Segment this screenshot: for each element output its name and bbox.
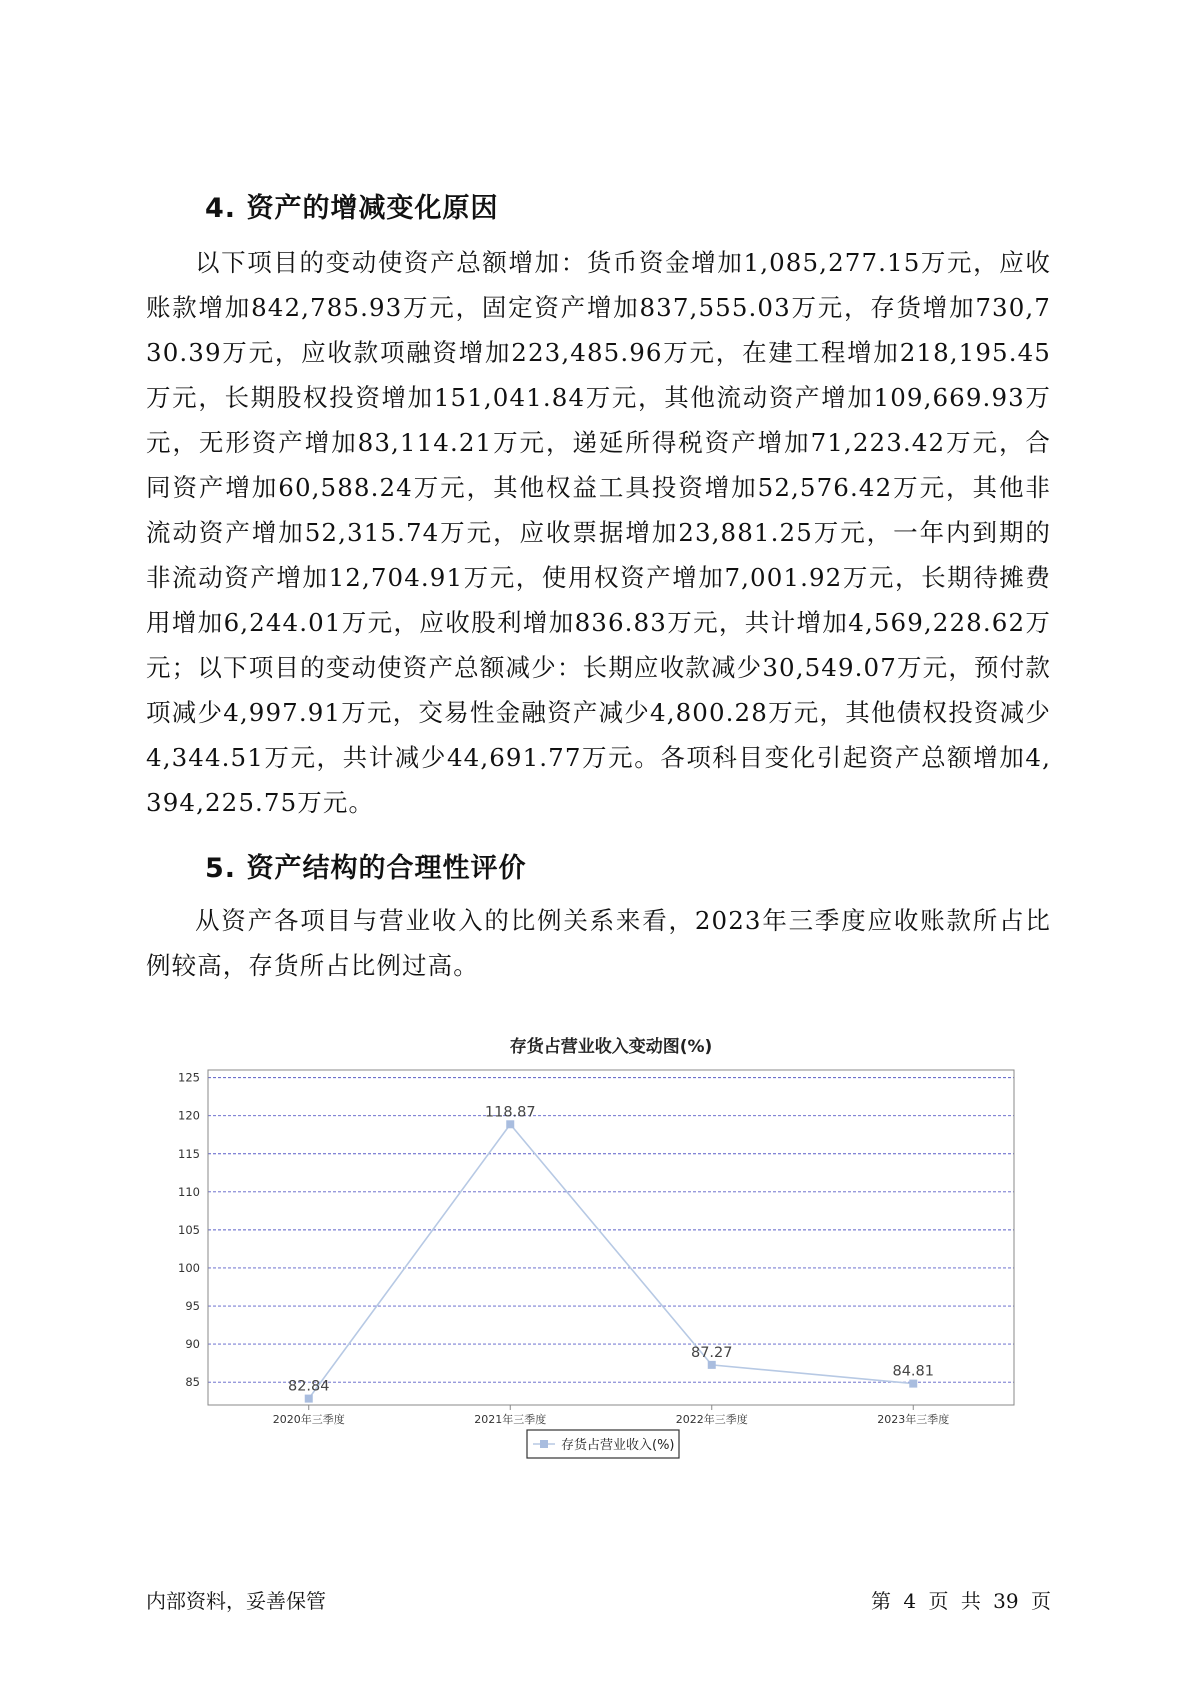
y-tick-label: 85 (185, 1375, 200, 1390)
section-heading-asset-change: 4. 资产的增减变化原因 (205, 193, 499, 224)
data-point (909, 1380, 917, 1388)
data-label: 118.87 (484, 1104, 536, 1121)
plot-frame (208, 1070, 1014, 1405)
legend-entry: 存货占营业收入(%) (561, 1438, 675, 1453)
y-tick-label: 110 (178, 1184, 200, 1199)
y-tick-label: 125 (178, 1070, 200, 1085)
data-label: 84.81 (892, 1363, 935, 1380)
y-tick-label: 105 (178, 1222, 200, 1237)
paragraph-asset-change: 以下项目的变动使资产总额增加：货币资金增加1,085,277.15万元，应收账款增加842,785.93万元，固定资产增加837,555.03万元，存货增加730,730.39万元，应收款项融资增加223,485.96万元，在建工程增加218,195.45万元，长期股权投资增加151,041.84万元，其他流动资产增加109,669.93万元，无形资产增加83,114.21万元，递延所得税资产增加71,223.42万元，合同资产增加60,588.24万元，其他权益工具投资增加52,576.42万元，其他非流动资产增加52,315.74万元，应收票据增加23,881.25万元，一年内到期的非流动资产增加12,704.91万元，使用权资产增加7,001.92万元，长期待摊费用增加6,244.01万元，应收股利增加836.83万元，共计增加4,569,228.62万元；以下项目的变动使资产总额减少：长期应收款减少30,549.07万元，预付款项减少4,997.91万元，交易性金融资产减少4,800.28万元，其他债权投资减少4,344.51万元，共计减少44,691.77万元。各项科目变化引起资产总额增加4,394,225.75万元。 (146, 248, 1051, 817)
y-tick-label: 95 (185, 1299, 200, 1314)
y-tick-label: 120 (178, 1108, 200, 1123)
chart-title: 存货占营业收入变动图(%) (509, 1037, 713, 1057)
data-point (708, 1361, 716, 1369)
y-tick-label: 90 (185, 1337, 200, 1352)
section-heading-asset-structure: 5. 资产结构的合理性评价 (205, 853, 527, 884)
data-point (506, 1120, 514, 1128)
data-point (305, 1395, 313, 1403)
series-line (309, 1124, 914, 1398)
x-tick-label: 2020年三季度 (272, 1413, 345, 1426)
x-tick-label: 2023年三季度 (877, 1413, 950, 1426)
inventory-ratio-line-chart (148, 1010, 1048, 1470)
data-label: 82.84 (287, 1378, 330, 1395)
y-tick-label: 115 (178, 1146, 200, 1161)
data-label: 87.27 (690, 1344, 733, 1361)
x-tick-label: 2022年三季度 (675, 1413, 748, 1426)
footer-confidential-note: 内部资料，妥善保管 (146, 1589, 326, 1613)
y-tick-label: 100 (178, 1260, 200, 1275)
footer-page-number: 第 4 页 共 39 页 (871, 1589, 1051, 1613)
x-tick-label: 2021年三季度 (474, 1413, 547, 1426)
legend-marker-swatch (540, 1440, 548, 1448)
paragraph-asset-structure: 从资产各项目与营业收入的比例关系来看，2023年三季度应收账款所占比例较高，存货所占比例过高。 (146, 906, 1051, 980)
